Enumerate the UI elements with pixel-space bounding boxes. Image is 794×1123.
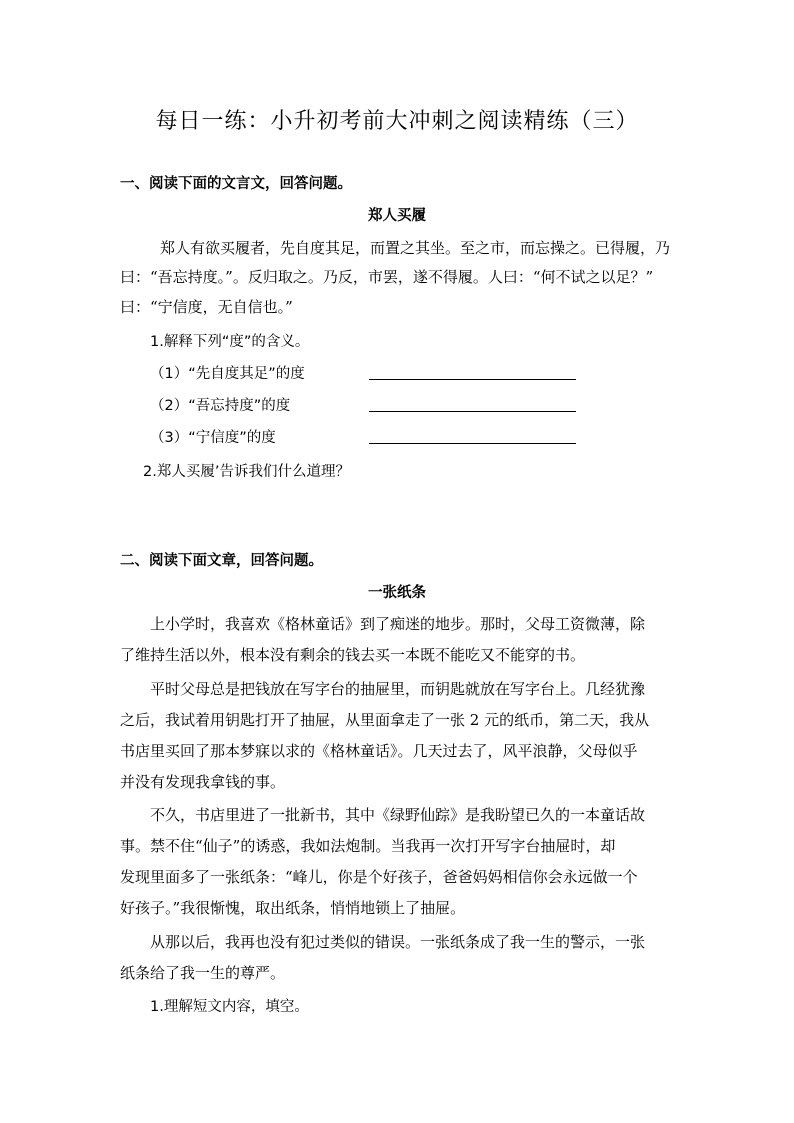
section2-line-2: 了维持生活以外，根本没有剩余的钱去买一本既不能吃又不能穿的书。 (120, 646, 586, 664)
section2-line-10: 好孩子。”我很惭愧，取出纸条，悄悄地锁上了抽屉。 (120, 899, 466, 917)
section2-line-9: 发现里面多了一张纸条：“峰儿，你是个好孩子，爸爸妈妈相信你会永远做一个 (120, 868, 638, 886)
section2-heading: 二、阅读下面文章，回答问题。 (120, 553, 323, 569)
section1-line-2: 曰：“吾忘持度。”。反归取之。乃反，市罢，遂不得履。人曰：“何不试之以足？” (120, 268, 654, 286)
section2-line-3: 平时父母总是把钱放在写字台的抽屉里，而钥匙就放在写字台上。几经犹豫 (150, 680, 646, 698)
page-title: 每日一练：小升初考前大冲刺之阅读精练（三） (155, 109, 639, 134)
section2-line-5: 书店里买回了那本梦寐以求的《格林童话》。几天过去了，风平浪静，父母似乎 (120, 742, 638, 760)
section1-heading: 一、阅读下面的文言文，回答问题。 (120, 176, 352, 192)
section1-q1-item-1: （1）“先自度其足”的度 (150, 366, 305, 382)
answer-blank-3[interactable] (369, 443, 576, 444)
section2-line-4: 之后，我试着用钥匙打开了抽屉，从里面拿走了一张 2 元的纸币，第二天，我从 (120, 711, 650, 729)
answer-blank-2[interactable] (369, 411, 576, 412)
section2-question-1: 1.理解短文内容，填空。 (150, 999, 309, 1015)
section2-line-1: 上小学时，我喜欢《格林童话》到了痴迷的地步。那时，父母工资微薄，除 (150, 615, 646, 633)
section2-story-title: 一张纸条 (368, 585, 426, 601)
section1-line-3: 曰：“宁信度，无自信也。” (120, 298, 293, 316)
section2-line-7: 不久，书店里进了一批新书，其中《绿野仙踪》是我盼望已久的一本童话故 (150, 806, 646, 824)
section2-line-11: 从那以后，我再也没有犯过类似的错误。一张纸条成了我一生的警示，一张 (150, 933, 646, 951)
section1-story-title: 郑人买履 (368, 208, 426, 224)
section1-q1-item-2: （2）“吾忘持度”的度 (150, 398, 291, 414)
answer-blank-1[interactable] (369, 379, 576, 380)
section2-line-12: 纸条给了我一生的尊严。 (120, 964, 286, 982)
section1-question-2: 2.郑人买履’告诉我们什么道理？ (143, 464, 350, 480)
section2-line-8: 事。禁不住“仙子”的诱惑，我如法炮制。当我再一次打开写字台抽屉时，却 (120, 837, 616, 855)
section1-q1-item-3: （3）“宁信度”的度 (150, 430, 276, 446)
section1-line-1: 郑人有欲买履者，先自度其足，而置之其坐。至之市，而忘操之。已得履，乃 (160, 239, 671, 257)
section1-question-1: 1.解释下列“度”的含义。 (150, 334, 310, 350)
section2-line-6: 并没有发现我拿钱的事。 (120, 773, 286, 791)
